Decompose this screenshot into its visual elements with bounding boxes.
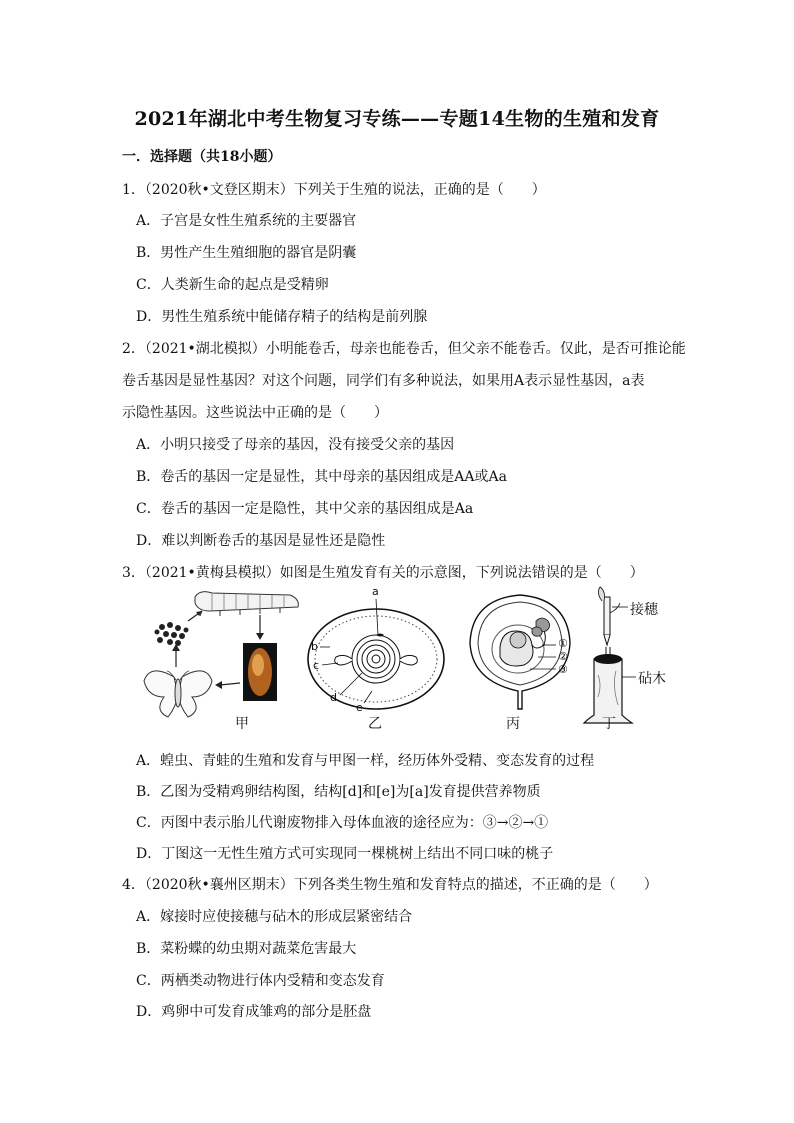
question-4-option-d: D．鸡卵中可发育成雏鸡的部分是胚盘 <box>136 1004 372 1020</box>
question-1-option-c: C．人类新生命的起点是受精卵 <box>136 277 329 293</box>
question-3-stem: 3．（2021•黄梅县模拟）如图是生殖发育有关的示意图，下列说法错误的是（ ） <box>122 565 644 581</box>
figure-drawings <box>140 585 680 735</box>
egg-label-a: a <box>372 585 379 598</box>
question-1-stem: 1．（2020秋•文登区期末）下列关于生殖的说法，正确的是（ ） <box>122 182 546 198</box>
question-2-option-d: D．难以判断卷舌的基因是显性还是隐性 <box>136 533 386 549</box>
pupa-icon <box>243 643 277 701</box>
question-4-stem: 4．（2020秋•襄州区期末）下列各类生物生殖和发育特点的描述，不正确的是（ ） <box>122 877 658 893</box>
uterus-fetus-drawing <box>470 595 570 709</box>
question-1-option-b: B．男性产生生殖细胞的器官是阴囊 <box>136 245 357 261</box>
section-heading: 一．选择题（共18小题） <box>122 149 282 165</box>
fetus-label-2: ② <box>558 650 568 663</box>
larva-icon <box>195 592 298 616</box>
question-1-option-d: D．男性生殖系统中能储存精子的结构是前列腺 <box>136 309 428 325</box>
question-2-option-a: A．小明只接受了母亲的基因，没有接受父亲的基因 <box>136 437 455 453</box>
silkworm-lifecycle-drawing <box>144 592 298 717</box>
egg-label-c: c <box>313 659 320 672</box>
question-4-option-a: A．嫁接时应使接穗与砧木的形成层紧密结合 <box>136 909 413 925</box>
page-title: 2021年湖北中考生物复习专练——专题14生物的生殖和发育 <box>134 108 660 130</box>
rootstock-label: 砧木 <box>638 671 666 687</box>
question-3-figure <box>140 585 680 735</box>
question-3-option-a: A．蝗虫、青蛙的生殖和发育与甲图一样，经历体外受精、变态发育的过程 <box>136 753 595 769</box>
moth-icon <box>144 671 212 717</box>
fetus-label-3: ③ <box>558 663 568 676</box>
question-2-stem-line-2: 卷舌基因是显性基因？对这个问题，同学们有多种说法，如果用A表示显性基因，a表 <box>122 373 645 389</box>
question-4-option-b: B．菜粉蝶的幼虫期对蔬菜危害最大 <box>136 941 357 957</box>
figure-caption-yi: 乙 <box>368 716 382 732</box>
eggs-icon <box>155 622 189 646</box>
figure-caption-ding: 丁 <box>602 716 616 732</box>
figure-caption-jia: 甲 <box>235 716 249 732</box>
question-4-option-c: C．两栖类动物进行体内受精和变态发育 <box>136 973 385 989</box>
question-1-option-a: A．子宫是女性生殖系统的主要器官 <box>136 213 357 229</box>
fetus-label-1: ① <box>558 637 568 650</box>
scion-label: 接穗 <box>630 602 658 618</box>
question-2-stem-line-3: 示隐性基因。这些说法中正确的是（ ） <box>122 405 388 421</box>
grafting-drawing <box>584 587 636 723</box>
question-2-option-c: C．卷舌的基因一定是隐性，其中父亲的基因组成是Aa <box>136 501 474 517</box>
question-2-stem-line-1: 2．（2021•湖北模拟）小明能卷舌，母亲也能卷舌，但父亲不能卷舌。仅此，是否可推论能 <box>122 341 686 357</box>
egg-label-e: e <box>356 701 363 714</box>
question-2-option-b: B．卷舌的基因一定是显性，其中母亲的基因组成是AA或Aa <box>136 469 507 485</box>
question-3-option-d: D．丁图这一无性生殖方式可实现同一棵桃树上结出不同口味的桃子 <box>136 846 554 862</box>
egg-label-b: b <box>311 640 318 653</box>
bird-egg-drawing <box>308 599 444 709</box>
egg-label-d: d <box>330 691 337 704</box>
question-3-option-b: B．乙图为受精鸡卵结构图，结构[d]和[e]为[a]发育提供营养物质 <box>136 784 541 800</box>
figure-caption-bing: 丙 <box>506 716 520 732</box>
question-3-option-c: C．丙图中表示胎儿代谢废物排入母体血液的途径应为：③→②→① <box>136 815 549 831</box>
